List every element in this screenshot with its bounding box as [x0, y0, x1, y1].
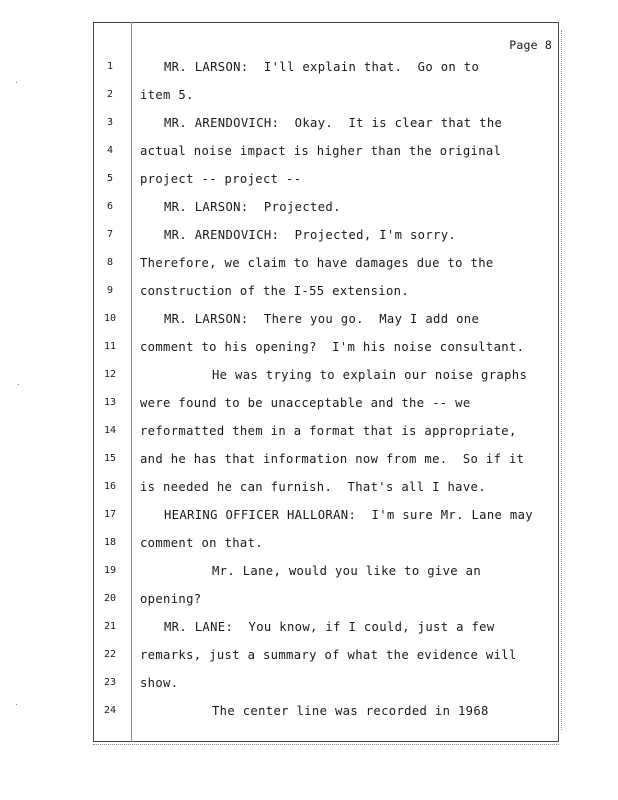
line-number: 9	[106, 285, 114, 296]
transcript-line	[0, 224, 618, 252]
transcript-line	[0, 644, 618, 672]
transcript-line	[0, 196, 618, 224]
line-text: Mr. Lane, would you like to give an	[212, 564, 482, 578]
bottom-edge-scan-artifact	[93, 744, 559, 747]
line-number: 10	[104, 313, 117, 324]
transcript-line	[0, 168, 618, 196]
transcript-line	[0, 280, 618, 308]
line-number: 5	[106, 173, 114, 184]
line-text: opening?	[140, 592, 202, 606]
line-text: is needed he can furnish. That's all I have.	[140, 480, 486, 494]
transcript-line	[0, 448, 618, 476]
line-text: MR. ARENDOVICH: Projected, I'm sorry.	[164, 228, 457, 242]
line-number: 12	[104, 369, 117, 380]
line-text: MR. LARSON: There you go. May I add one	[164, 312, 480, 326]
line-text: item 5.	[140, 88, 194, 102]
line-text: and he has that information now from me. So if it	[140, 452, 525, 466]
line-text: Therefore, we claim to have damages due to the	[140, 256, 494, 270]
transcript-lines	[0, 56, 618, 728]
transcript-line	[0, 252, 618, 280]
transcript-line	[0, 700, 618, 728]
line-text: were found to be unacceptable and the -- we	[140, 396, 471, 410]
line-number: 2	[106, 89, 114, 100]
line-text: comment on that.	[140, 536, 263, 550]
line-number: 15	[104, 453, 117, 464]
transcript-line	[0, 420, 618, 448]
transcript-line	[0, 56, 618, 84]
line-text: MR. ARENDOVICH: Okay. It is clear that the	[164, 116, 503, 130]
line-text: He was trying to explain our noise graphs	[212, 368, 528, 382]
scan-speck: ·	[16, 380, 21, 389]
line-number: 7	[106, 229, 114, 240]
transcript-line	[0, 672, 618, 700]
line-number: 20	[104, 593, 117, 604]
line-text: reformatted them in a format that is appropriate,	[140, 424, 517, 438]
line-text: MR. LANE: You know, if I could, just a few	[164, 620, 495, 634]
scan-speck: ·	[14, 78, 19, 87]
transcript-line	[0, 532, 618, 560]
line-number: 6	[106, 201, 114, 212]
transcript-line	[0, 308, 618, 336]
transcript-line	[0, 476, 618, 504]
transcript-line	[0, 504, 618, 532]
line-number: 4	[106, 145, 114, 156]
line-text: show.	[140, 676, 179, 690]
transcript-line	[0, 560, 618, 588]
line-text: MR. LARSON: I'll explain that. Go on to	[164, 60, 480, 74]
line-text: MR. LARSON: Projected.	[164, 200, 341, 214]
line-number: 11	[104, 341, 117, 352]
transcript-line	[0, 84, 618, 112]
line-number: 16	[104, 481, 117, 492]
line-number: 17	[104, 509, 117, 520]
line-number: 3	[106, 117, 114, 128]
line-text: comment to his opening? I'm his noise consultant.	[140, 340, 525, 354]
line-number: 19	[104, 565, 117, 576]
line-number: 13	[104, 397, 117, 408]
line-text: actual noise impact is higher than the original	[140, 144, 502, 158]
scan-speck: ·	[14, 700, 19, 709]
transcript-line	[0, 336, 618, 364]
transcript-line	[0, 112, 618, 140]
line-number: 14	[104, 425, 117, 436]
line-text: project -- project --	[140, 172, 302, 186]
line-text: construction of the I-55 extension.	[140, 284, 410, 298]
transcript-line	[0, 588, 618, 616]
line-number: 18	[104, 537, 117, 548]
line-text: HEARING OFFICER HALLORAN: I'm sure Mr. Lane may	[164, 508, 533, 522]
transcript-line	[0, 392, 618, 420]
line-number: 22	[104, 649, 117, 660]
line-number: 1	[106, 61, 114, 72]
line-number: 24	[104, 705, 117, 716]
line-number: 21	[104, 621, 117, 632]
transcript-line	[0, 364, 618, 392]
line-number: 23	[104, 677, 117, 688]
transcript-line	[0, 140, 618, 168]
line-text: The center line was recorded in 1968	[212, 704, 489, 718]
line-number: 8	[106, 257, 114, 268]
page-number: Page 8	[509, 38, 552, 52]
line-text: remarks, just a summary of what the evidence will	[140, 648, 517, 662]
transcript-line	[0, 616, 618, 644]
